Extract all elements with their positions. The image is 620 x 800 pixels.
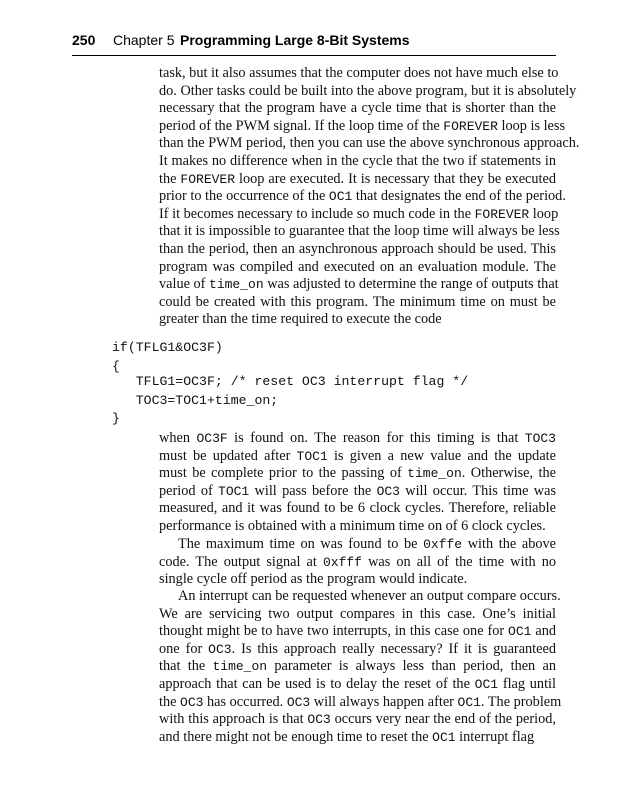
text-run: will always happen after [310,693,458,710]
code-term: 0xffe [423,537,463,552]
code-term: FOREVER [443,118,498,134]
text-run: and there might not be enough time to reset the [159,728,433,745]
text-run: loop are executed. It is necessary that they be executed [235,170,556,187]
text-run: . Is this approach really necessary? If it is guaranteed [231,640,556,657]
text-run: An interrupt can be requested whenever an output compare occurs. [178,588,561,604]
code-line: } [112,411,120,426]
code-line: TOC3=TOC1+time_on; [112,393,279,408]
text-run: approach that can be used is to delay the reset of the [159,676,475,692]
text-run: that the [159,658,213,675]
text-run: was on all of the time with no [361,553,556,570]
text-run: loop is less [497,117,566,134]
text-run: necessary that the program have a cycle time that is shorter than the [159,100,556,117]
text-run: the [159,170,181,187]
text-run: one for [159,640,209,657]
text-run: has occurred. [203,693,287,710]
text-run: It makes no difference when in the cycle that the two if statements in [159,153,556,169]
running-header [72,32,556,52]
page-number: 250 [72,32,96,48]
text-run: measured, and it was found to be 6 clock cycles. Therefore, reliable [159,500,556,517]
text-run: will occur. This time was [399,482,557,499]
text-run: must be complete prior to the passing of [159,465,408,482]
code-term: OC3F [196,431,228,446]
text-run: with this approach is that [159,711,308,728]
text-run: task, but it also assumes that the computer does not have much else to [159,65,559,81]
code-term: FOREVER [180,171,236,187]
text-run: than the PWM period, then you can use the above synchronous approach. [159,135,580,152]
code-term: OC1 [432,729,456,745]
code-term: TOC1 [296,448,328,464]
text-run: If it becomes necessary to include so much code in the [159,205,475,222]
code-term: OC3 [286,694,311,710]
header-rule [72,55,556,56]
text-run: with the above [462,536,556,552]
para4-line [159,726,556,748]
text-run: value of [159,276,210,293]
code-line: TFLG1=OC3F; /* reset OC3 interrupt flag */ [112,374,469,389]
code-term: OC1 [457,694,481,710]
text-run: The maximum time on was found to be [178,536,424,552]
text-run: could be created with this program. The minimum time on must be [159,293,556,310]
text-run: interrupt flag [455,728,535,745]
text-run: must be updated after [159,447,297,464]
text-run: single cycle off period as the program would indicate. [159,571,468,588]
para1-line [159,308,556,330]
text-run: program was compiled and executed on an evaluation module. The [159,258,556,275]
code-term: OC1 [508,624,532,640]
code-term: time_on [209,277,264,293]
code-term: TOC3 [524,431,556,446]
code-term: FOREVER [474,206,530,222]
chapter-label: Chapter 5 [113,32,175,48]
text-run: is found on. The reason for this timing is that [227,430,525,446]
code-line: { [112,359,120,374]
code-term: OC3 [376,483,400,499]
text-run: that designates the end of the period. [352,188,566,205]
code-term: TOC1 [218,483,250,499]
text-run: thought might be to have two interrupts, in this case one for [159,623,509,640]
code-term: OC1 [328,189,353,205]
text-run: period of the PWM signal. If the loop time of the [159,117,444,134]
code-term: OC3 [208,641,232,657]
text-run: that it is impossible to guarantee that the loop time will always be less [159,223,560,240]
code-line: if(TFLG1&OC3F) [112,340,223,355]
text-run: prior to the occurrence of the [159,188,329,205]
text-run: the [159,693,181,710]
code-term: OC1 [474,677,499,692]
text-run: parameter is always less than period, then an [267,658,556,675]
text-run: is given a new value and the update [327,447,556,464]
text-run: than the period, then an asynchronous approach should be used. This [159,241,556,257]
code-term: time_on [212,659,268,675]
text-run: code. The output signal at [159,553,323,570]
text-run: period of [159,482,219,499]
text-run: greater than the time required to execute the code [159,311,442,328]
text-run: when [159,430,197,446]
text-run: performance is obtained with a minimum time on of 6 clock cycles. [159,518,546,534]
text-run: was adjusted to determine the range of outputs that [263,276,559,293]
code-term: 0xfff [322,554,362,570]
text-run: will pass before the [249,482,377,499]
text-run: flag until [498,676,556,692]
text-run: and [531,623,557,640]
code-term: OC3 [180,694,204,710]
text-run: do. Other tasks could be built into the above program, but it is absolutely [159,82,577,99]
text-run: . Otherwise, the [461,465,556,482]
chapter-title: Programming Large 8-Bit Systems [180,32,410,48]
text-run: loop [529,205,559,222]
text-run: . The problem [480,693,562,710]
text-run: We are servicing two output compares in this case. One’s initial [159,605,556,622]
code-term: time_on [407,466,462,482]
code-term: OC3 [307,712,331,728]
text-run: occurs very near the end of the period, [330,711,557,728]
